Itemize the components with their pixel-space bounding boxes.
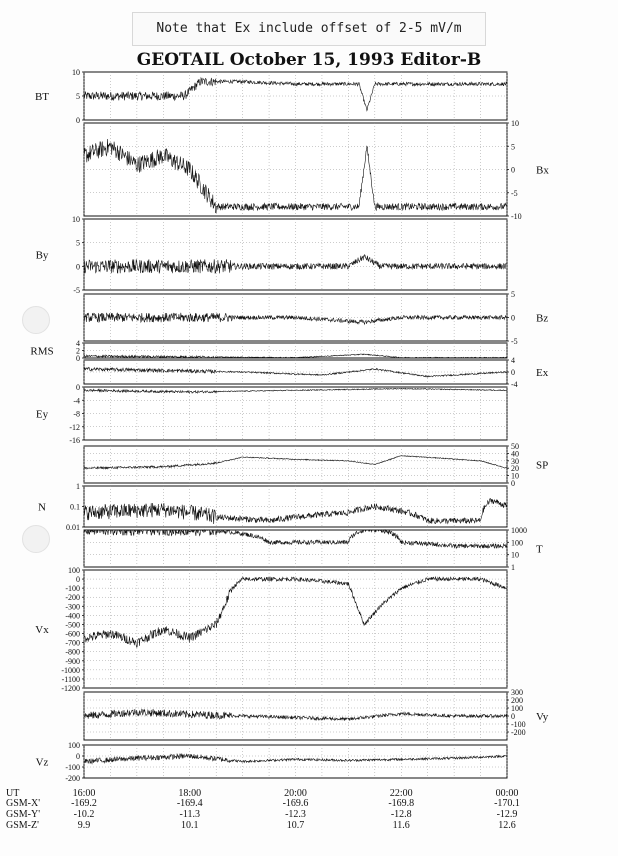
tick-label-bt: 10 <box>72 68 80 77</box>
tick-label-sp: 30 <box>511 456 519 466</box>
panel-label-ex: Ex <box>536 367 549 379</box>
panel-label-n: N <box>38 501 46 514</box>
tick-label-ex: 4 <box>511 356 515 365</box>
tick-label-vx: -1000 <box>61 665 80 675</box>
tick-label-n: 0.01 <box>66 523 80 532</box>
tick-label-ey: 0 <box>76 383 80 392</box>
panel-label-vx: Vx <box>35 624 49 636</box>
x-axis-tick-label: 16:00 <box>72 788 96 799</box>
tick-label-bx: 0 <box>511 165 515 175</box>
tick-label-bx: 10 <box>511 119 519 128</box>
panel-label-rms: RMS <box>30 345 54 358</box>
tick-label-vx: -800 <box>65 647 80 657</box>
tick-label-vy: -200 <box>511 728 526 737</box>
tick-label-vx: -600 <box>65 629 80 639</box>
x-axis-tick-label: 20:00 <box>284 788 307 799</box>
tick-label-vx: -200 <box>65 593 80 603</box>
tick-label-sp: 40 <box>511 449 519 459</box>
tick-label-vx: -400 <box>65 611 80 621</box>
tick-label-ex: -4 <box>511 380 518 389</box>
panel-label-by: By <box>35 249 49 262</box>
tick-label-ey: -16 <box>69 436 80 445</box>
tick-label-bt: 0 <box>76 116 80 125</box>
tick-label-n: 1 <box>76 482 80 491</box>
panel-label-bz: Bz <box>536 312 549 325</box>
tick-label-bx: 5 <box>511 142 515 152</box>
tick-label-vx: 100 <box>68 566 80 575</box>
tick-label-vy: 300 <box>511 688 523 697</box>
tick-label-vx: -700 <box>65 638 80 648</box>
tick-label-sp: 50 <box>511 442 519 451</box>
x-axis-tick-label: -169.8 <box>388 798 415 809</box>
tick-label-ey: -4 <box>73 396 80 406</box>
panel-label-bx: Bx <box>536 164 549 177</box>
panel-label-sp: SP <box>536 459 549 472</box>
tick-label-n: 0.1 <box>70 502 80 512</box>
tick-label-vx: 0 <box>76 575 80 585</box>
tick-label-t: 1 <box>511 563 515 572</box>
x-axis-tick-label: -11.3 <box>179 809 200 820</box>
tick-label-bt: 5 <box>76 92 80 101</box>
tick-label-bz: 5 <box>511 290 515 299</box>
tick-label-by: -5 <box>73 286 80 295</box>
tick-label-by: 5 <box>76 238 80 248</box>
x-axis-tick-label: -169.2 <box>71 798 97 809</box>
panel-frame-vz <box>84 745 507 778</box>
tick-label-vz: -200 <box>65 774 80 783</box>
panel-label-t: T <box>536 543 543 556</box>
tick-label-sp: 20 <box>511 464 519 474</box>
x-axis-tick-label: 11.6 <box>392 820 410 831</box>
panel-frame-vx <box>84 570 507 688</box>
tick-label-rms: 2 <box>76 346 80 356</box>
x-axis-tick-label: 22:00 <box>389 788 413 799</box>
tick-label-sp: 0 <box>511 479 515 488</box>
tick-label-bz: 0 <box>511 313 515 323</box>
tick-label-t: 100 <box>511 538 523 548</box>
x-axis-tick-label: 10.1 <box>181 820 199 831</box>
panel-label-ey: Ey <box>35 408 49 421</box>
tick-label-rms: 0 <box>76 354 80 363</box>
panel-label-vz: Vz <box>35 756 49 769</box>
tick-label-by: 0 <box>76 262 80 272</box>
tick-label-sp: 10 <box>511 471 519 481</box>
tick-label-vy: -100 <box>511 720 526 729</box>
tick-label-rms: 4 <box>76 339 80 348</box>
x-axis-row-label: UT <box>6 788 20 799</box>
tick-label-vy: 0 <box>511 712 515 721</box>
tick-label-vy: 100 <box>511 704 523 713</box>
tick-label-t: 1000 <box>511 526 527 535</box>
tick-label-by: 10 <box>72 215 80 224</box>
x-axis-tick-label: -170.1 <box>494 798 520 809</box>
tick-label-vx: -1100 <box>61 674 80 684</box>
x-axis-tick-label: 12.6 <box>498 820 516 831</box>
chart-title: GEOTAIL October 15, 1993 Editor-B <box>136 50 482 70</box>
tick-label-vx: -900 <box>65 656 80 666</box>
x-axis-tick-label: -12.3 <box>285 809 306 820</box>
x-axis-tick-label: 18:00 <box>178 788 202 799</box>
x-axis-row-label: GSM-Y' <box>6 809 41 820</box>
x-axis-tick-label: 9.9 <box>77 820 91 831</box>
x-axis-tick-label: -12.8 <box>390 809 412 820</box>
x-axis-tick-label: -10.2 <box>73 809 95 820</box>
tick-label-bx: -5 <box>511 188 518 198</box>
x-axis-tick-label: -169.6 <box>282 798 309 809</box>
panel-label-vy: Vy <box>536 711 549 723</box>
tick-label-vx: -1200 <box>61 684 80 693</box>
tick-label-ex: 0 <box>511 368 515 377</box>
tick-label-vy: 200 <box>511 696 523 705</box>
x-axis-tick-label: 10.7 <box>286 820 305 831</box>
x-axis-row-label: GSM-Z' <box>6 820 39 831</box>
handwritten-note: Note that Ex include offset of 2-5 mV/m <box>132 12 486 46</box>
tick-label-ey: -8 <box>73 409 80 419</box>
tick-label-vz: 0 <box>76 752 80 761</box>
x-axis-row-label: GSM-X' <box>6 798 41 809</box>
tick-label-vz: 100 <box>68 741 80 750</box>
tick-label-t: 10 <box>511 550 519 560</box>
tick-label-bz: -5 <box>511 337 518 346</box>
tick-label-ey: -12 <box>69 422 80 432</box>
tick-label-bx: -10 <box>511 212 522 221</box>
x-axis-tick-label: 00:00 <box>495 788 519 799</box>
tick-label-vz: -100 <box>65 763 80 772</box>
x-axis-tick-label: -169.4 <box>176 798 203 809</box>
tick-label-vx: -300 <box>65 602 80 612</box>
tick-label-vx: -500 <box>65 620 80 630</box>
panel-label-bt: BT <box>34 91 50 103</box>
x-axis-tick-label: -12.9 <box>496 809 518 820</box>
tick-label-vx: -100 <box>65 584 80 594</box>
